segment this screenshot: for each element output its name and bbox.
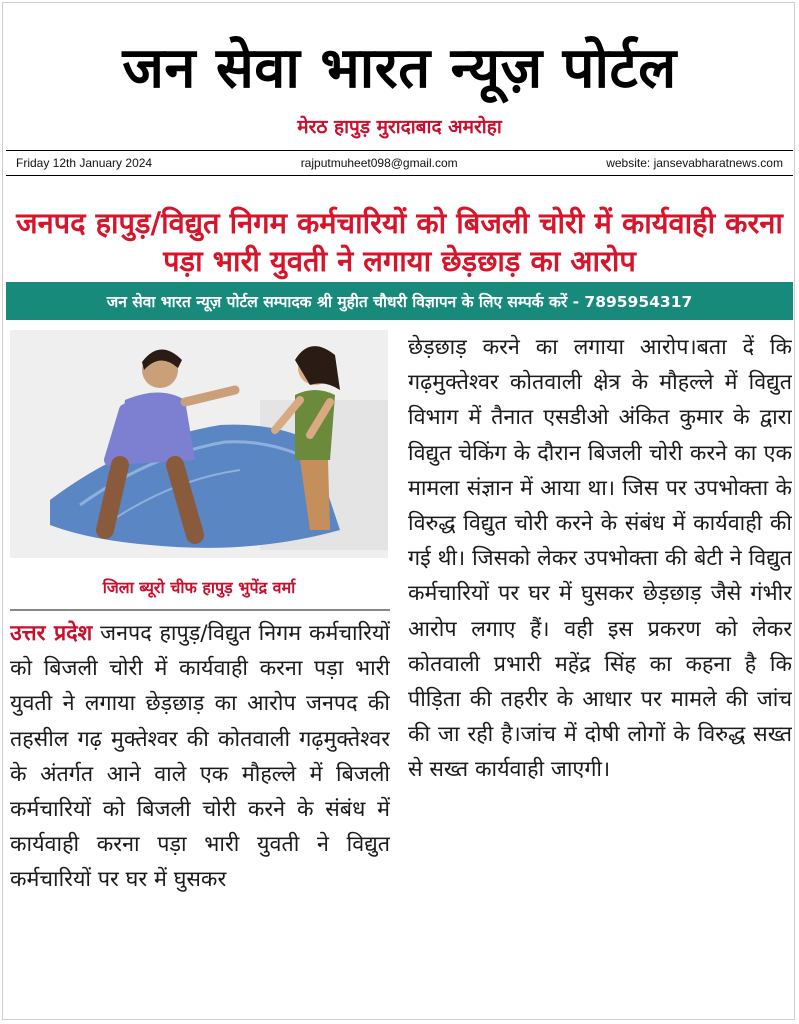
masthead-cities: मेरठ हापुड़ मुरादाबाद अमरोहा <box>297 116 502 138</box>
dateline: उत्तर प्रदेश <box>10 621 93 646</box>
masthead-title: जन सेवा भारत न्यूज़ पोर्टल <box>122 36 677 101</box>
article-body-column-2 <box>408 330 792 1000</box>
illustration-scene-icon <box>10 330 388 558</box>
website-link: website: jansevabharatnews.com <box>606 156 783 170</box>
photo-caption: जिला ब्यूरो चीफ हापुड़ भुपेंद्र वर्मा <box>102 578 296 597</box>
article-body-part-1: जनपद हापुड़/विद्युत निगम कर्मचारियों को बिजली चोरी में कार्यवाही करना पड़ा भारी युवती ने लगाया छेड़छाड़ का आरोप जनपद की तहसील गढ़ मुक्तेश्वर की कोतवाली गढ़मुक्तेश्वर के अंतर्गत आने वाले एक मौहल्ले में बिजली कर्मचारियों को बिजली चोरी करने के संबंध में कार्यवाही करना पड़ा भारी युवती ने विद्युत कर्मचारियों पर घर में घुसकर <box>10 621 390 893</box>
news-illustration <box>10 330 388 558</box>
article-headline: जनपद हापुड़/विद्युत निगम कर्मचारियों को बिजली चोरी में कार्यवाही करना पड़ा भारी युवती ने लगाया छेड़छाड़ का आरोप <box>16 206 783 278</box>
editor-contact-banner: जन सेवा भारत न्यूज़ पोर्टल सम्पादक श्री मुहीत चौधरी विज्ञापन के लिए सम्पर्क करें - 7895954317 <box>6 282 793 320</box>
article-body-part-2: छेड़छाड़ करने का लगाया आरोप।बता दें कि गढ़मुक्तेश्वर कोतवाली क्षेत्र के मौहल्ले में विद्युत विभाग में तैनात एसडीओ अंकित कुमार के द्वारा विद्युत चेकिंग के दौरान बिजली चोरी करने का एक मामला संज्ञान में आया था। जिस पर उपभोक्ता के विरुद्ध विद्युत चोरी करने के संबंध में कार्यवाही की गई थी। जिसको लेकर उपभोक्ता की बेटी ने विद्युत कर्मचारियों पर घर में घुसकर छेड़छाड़ जैसे गंभीर आरोप लगाए हैं। वही इस प्रकरण को लेकर कोतवाली प्रभारी महेंद्र सिंह का कहना है कि पीड़िता की तहरीर के आधार पर मामले की जांच की जा रही है।जांच में दोषी लोगों के विरुद्ध सख्त से सख्त कार्यवाही जाएगी। <box>408 335 792 783</box>
issue-date: Friday 12th January 2024 <box>16 156 153 170</box>
article-body-column-1 <box>10 616 390 1016</box>
info-bar <box>6 150 793 176</box>
caption-divider <box>10 609 390 611</box>
contact-email: rajputmuheet098@gmail.com <box>300 156 458 170</box>
